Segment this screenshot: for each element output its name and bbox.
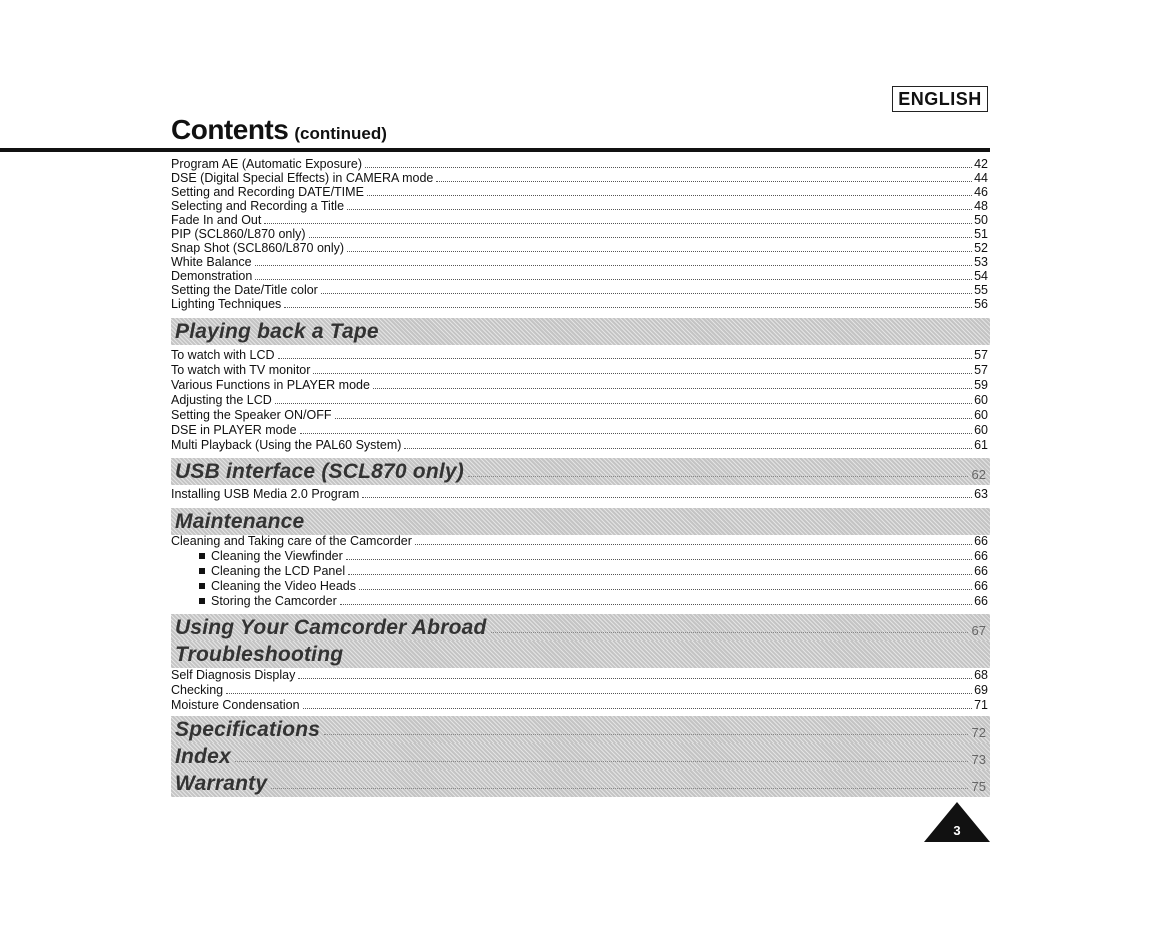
section-header-warranty[interactable]: Warranty 75 — [171, 770, 990, 797]
page-number-triangle — [924, 802, 990, 842]
toc-entry[interactable]: Setting and Recording DATE/TIME 46 — [171, 185, 988, 199]
toc-entry[interactable]: Fade In and Out 50 — [171, 213, 988, 227]
section-header-specifications[interactable]: Specifications 72 — [171, 716, 990, 743]
toc-entry[interactable]: White Balance 53 — [171, 255, 988, 269]
toc-entry[interactable]: DSE in PLAYER mode 60 — [171, 423, 988, 437]
bullet-icon — [199, 568, 205, 574]
title-suffix: (continued) — [294, 124, 387, 143]
page-title — [171, 114, 387, 148]
toc-subentry[interactable]: Cleaning the LCD Panel 66 — [171, 565, 988, 578]
page-number: 3 — [953, 823, 961, 838]
section-header-abroad[interactable]: Using Your Camcorder Abroad 67 — [171, 614, 990, 641]
toc-entry[interactable]: Moisture Condensation 71 — [171, 698, 988, 712]
toc-entry[interactable]: To watch with TV monitor 57 — [171, 363, 988, 377]
toc-entry[interactable]: Lighting Techniques 56 — [171, 297, 988, 311]
bullet-icon — [199, 553, 205, 559]
toc-entry[interactable]: Setting the Date/Title color 55 — [171, 283, 988, 297]
toc-entry[interactable]: To watch with LCD 57 — [171, 348, 988, 362]
toc-entry[interactable]: Selecting and Recording a Title 48 — [171, 199, 988, 213]
bullet-icon — [199, 598, 205, 604]
toc-subentry[interactable]: Storing the Camcorder 66 — [171, 595, 988, 608]
title-divider — [0, 148, 990, 152]
contents-title: Contents — [171, 114, 289, 145]
toc-entry[interactable]: Checking 69 — [171, 683, 988, 697]
language-label: ENGLISH — [892, 86, 988, 112]
toc-entry[interactable]: Installing USB Media 2.0 Program 63 — [171, 487, 988, 501]
toc-entry[interactable]: Snap Shot (SCL860/L870 only) 52 — [171, 241, 988, 255]
toc-subentry[interactable]: Cleaning the Video Heads 66 — [171, 580, 988, 593]
bullet-icon — [199, 583, 205, 589]
toc-entry[interactable]: PIP (SCL860/L870 only) 51 — [171, 227, 988, 241]
toc-entry[interactable]: Various Functions in PLAYER mode 59 — [171, 378, 988, 392]
toc-entry[interactable]: Cleaning and Taking care of the Camcorder 66 — [171, 534, 988, 548]
toc-entry[interactable]: Multi Playback (Using the PAL60 System) 61 — [171, 438, 988, 452]
toc-entry[interactable]: Demonstration 54 — [171, 269, 988, 283]
section-header-index[interactable]: Index 73 — [171, 743, 990, 770]
toc-subentry[interactable]: Cleaning the Viewfinder 66 — [171, 550, 988, 563]
section-header-maintenance[interactable]: Maintenance — [171, 508, 990, 535]
section-header-usb[interactable]: USB interface (SCL870 only) 62 — [171, 458, 990, 485]
section-header-troubleshooting[interactable]: Troubleshooting — [171, 641, 990, 668]
toc-entry[interactable]: DSE (Digital Special Effects) in CAMERA mode 44 — [171, 171, 988, 185]
toc-entry[interactable]: Setting the Speaker ON/OFF 60 — [171, 408, 988, 422]
toc-entry[interactable]: Program AE (Automatic Exposure) 42 — [171, 157, 988, 171]
toc-entry[interactable]: Self Diagnosis Display 68 — [171, 668, 988, 682]
toc-entry[interactable]: Adjusting the LCD 60 — [171, 393, 988, 407]
section-header-playing[interactable]: Playing back a Tape — [171, 318, 990, 345]
